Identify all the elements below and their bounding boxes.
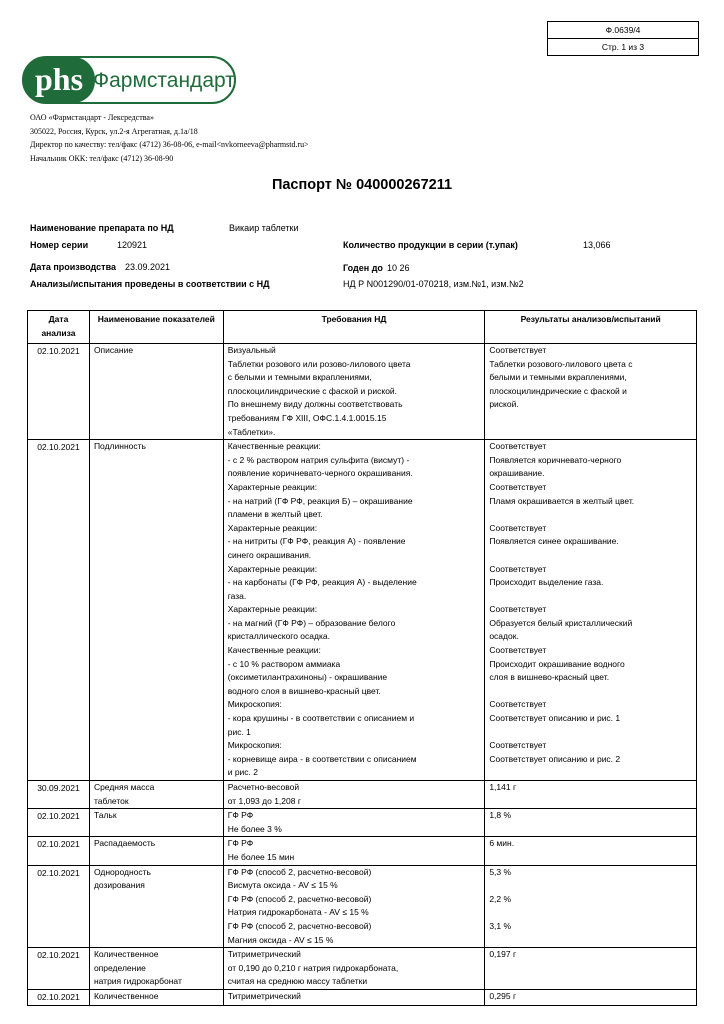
cell-line: Соответствует <box>489 699 547 710</box>
cell-line: 5,3 % <box>489 866 512 877</box>
cell-indicator <box>89 344 223 440</box>
cell-line: и рис. 2 <box>227 767 259 778</box>
cell-line: Натрия гидрокарбоната - AV ≤ 15 % <box>227 907 369 918</box>
cell-date: 02.10.2021 <box>28 948 90 990</box>
cell-line: Визуальный <box>227 345 276 355</box>
cell-line: натрия гидрокарбонат <box>93 976 182 987</box>
table-row <box>28 809 697 837</box>
quantity-label: Количество продукции в серии (т.упак) <box>343 240 518 250</box>
cell-line <box>489 766 692 780</box>
cell-date: 02.10.2021 <box>28 809 90 837</box>
cell-line <box>489 906 692 920</box>
cell-line: 0,295 г <box>489 990 517 1001</box>
cell-indicator <box>89 865 223 948</box>
cell-line: водного слоя в вишнево-красный цвет. <box>227 685 381 696</box>
cell-line: - корневище аира - в соответствии с описанием <box>227 753 417 764</box>
cell-line: 1,141 г <box>489 782 517 792</box>
cell-line: слоя в вишнево-красный цвет. <box>489 672 610 683</box>
column-header-date: Дата анализа <box>28 311 90 344</box>
cell-line: Характерные реакции: <box>227 604 318 615</box>
logo-name: Фармстандарт <box>93 69 235 92</box>
cell-line: Появляется коричневато-черного <box>489 454 622 465</box>
cell-line <box>489 426 692 440</box>
cell-line: Пламя окрашивается в желтый цвет. <box>489 495 635 506</box>
cell-results <box>485 948 697 990</box>
table-row <box>28 948 697 990</box>
cell-results <box>485 781 697 809</box>
cell-indicator <box>89 948 223 990</box>
table-body <box>28 344 697 1006</box>
cell-line: требованиям ГФ XIII, ОФС.1.4.1.0015.15 <box>227 412 387 423</box>
cell-line: Соответствует <box>489 563 547 574</box>
cell-line: пламени в желтый цвет. <box>227 509 323 520</box>
cell-requirements <box>223 948 485 990</box>
column-header-indicator: Наименование показателей <box>89 311 223 344</box>
cell-line: Соответствует <box>489 345 547 355</box>
cell-line: появление коричневато-черного окрашивания. <box>227 468 413 479</box>
cell-line: Расчетно-весовой <box>227 782 300 792</box>
cell-line: Появляется синее окрашивание. <box>489 536 619 547</box>
table-row <box>28 440 697 781</box>
cell-line: с белыми и темными вкраплениями, <box>227 372 372 383</box>
logo-mark: phs <box>34 61 84 97</box>
cell-line: окрашивание. <box>489 468 545 479</box>
cell-line: Характерные реакции: <box>227 481 318 492</box>
cell-line: - на нитриты (ГФ РФ, реакция А) - появление <box>227 536 406 547</box>
cell-line <box>489 962 692 976</box>
cell-line: Таблетки розового-лилового цвета с <box>489 358 633 369</box>
cell-line: Микроскопия: <box>227 699 282 710</box>
cell-line: рис. 1 <box>227 726 251 737</box>
cell-line: Тальк <box>93 810 117 821</box>
company-info <box>30 111 309 166</box>
cell-line <box>489 412 692 426</box>
cell-results <box>485 989 697 1005</box>
cell-line: ГФ РФ (способ 2, расчетно-весовой) <box>227 893 372 904</box>
cell-line: Образуется белый кристаллический <box>489 617 633 628</box>
cell-line: считая на среднюю массу таблетки <box>227 976 368 987</box>
cell-requirements <box>223 809 485 837</box>
cell-date: 02.10.2021 <box>28 837 90 865</box>
cell-requirements <box>223 837 485 865</box>
cell-line: - на карбонаты (ГФ РФ, реакция А) - выделение <box>227 577 417 588</box>
cell-line: Подлинность <box>93 441 146 452</box>
cell-line: Происходит выделение газа. <box>489 577 604 588</box>
cell-results <box>485 837 697 865</box>
cell-line: Висмута оксида - AV ≤ 15 % <box>227 880 338 891</box>
cell-line: Не более 15 мин <box>227 851 295 862</box>
page-indicator: Стр. 1 из 3 <box>548 38 698 55</box>
cell-line <box>489 879 692 893</box>
cell-indicator <box>89 781 223 809</box>
cell-line: По внешнему виду должны соответствовать <box>227 399 403 410</box>
cell-line: Распадаемость <box>93 838 156 849</box>
cell-line: Соответствует описанию и рис. 2 <box>489 753 621 764</box>
cell-date: 02.10.2021 <box>28 440 90 781</box>
cell-line <box>489 590 692 604</box>
cell-line <box>489 851 692 865</box>
cell-line: Соответствует <box>489 481 547 492</box>
cell-line: Магния оксида - AV ≤ 15 % <box>227 934 334 945</box>
cell-line <box>489 685 692 699</box>
cell-date: 02.10.2021 <box>28 865 90 948</box>
cell-line: ГФ РФ (способ 2, расчетно-весовой) <box>227 866 372 877</box>
series-value: 120921 <box>117 240 148 250</box>
cell-line: Не более 3 % <box>227 823 282 834</box>
valid-until-value: 10 26 <box>387 263 410 273</box>
cell-line: - с 2 % раствором натрия сульфита (висмут) - <box>227 454 410 465</box>
table-row <box>28 781 697 809</box>
cell-line: от 0,190 до 0,210 г натрия гидрокарбоната, <box>227 962 399 973</box>
cell-line: - на магний (ГФ РФ) – образование белого <box>227 617 396 628</box>
cell-line: таблеток <box>93 795 129 806</box>
cell-date: 30.09.2021 <box>28 781 90 809</box>
cell-results <box>485 865 697 948</box>
cell-line: Качественные реакции: <box>227 441 321 452</box>
cell-indicator <box>89 989 223 1005</box>
cell-line: Титриметрический <box>227 949 301 960</box>
cell-line: (оксиметилантрахиноны) - окрашивание <box>227 672 388 683</box>
cell-line: - с 10 % раствором аммиака <box>227 658 341 669</box>
cell-line: синего окрашивания. <box>227 549 312 560</box>
cell-date: 02.10.2021 <box>28 344 90 440</box>
cell-line: Средняя масса <box>93 782 155 792</box>
valid-until-label: Годен до <box>343 263 383 273</box>
cell-line: Качественные реакции: <box>227 645 321 656</box>
cell-line <box>489 823 692 837</box>
cell-line: плоскоцилиндрические с фаской и риской. <box>227 385 398 396</box>
cell-line: Соответствует описанию и рис. 1 <box>489 713 621 724</box>
form-code: Ф.0639/4 <box>605 25 641 35</box>
drug-name-label: Наименование препарата по НД <box>30 223 174 233</box>
cell-results <box>485 440 697 781</box>
production-date-value: 23.09.2021 <box>125 262 171 272</box>
cell-indicator <box>89 837 223 865</box>
cell-line: Характерные реакции: <box>227 563 318 574</box>
cell-indicator <box>89 440 223 781</box>
cell-line: плоскоцилиндрические с фаской и <box>489 385 627 396</box>
cell-line: белыми и темными вкраплениями, <box>489 372 627 383</box>
cell-indicator <box>89 809 223 837</box>
column-header-results: Результаты анализов/испытаний <box>485 311 697 344</box>
cell-line: Характерные реакции: <box>227 522 318 533</box>
tested-value: НД Р N001290/01-070218, изм.№1, изм.№2 <box>343 279 524 289</box>
table-row <box>28 837 697 865</box>
cell-requirements <box>223 865 485 948</box>
cell-line: Однородность <box>93 866 151 877</box>
cell-line <box>489 726 692 740</box>
cell-line: Микроскопия: <box>227 740 282 751</box>
cell-line: Соответствует <box>489 740 547 751</box>
cell-line: ГФ РФ <box>227 810 254 821</box>
column-header-requirements: Требования НД <box>223 311 485 344</box>
quality-director-contact: Директор по качеству: тел/факс (4712) 36-08-06, e-mail<nvkorneeva@pharmstd.ru> <box>30 140 309 150</box>
cell-line: Количественное <box>93 949 159 960</box>
cell-line: 6 мин. <box>489 838 515 849</box>
form-code-box <box>547 21 699 56</box>
cell-line: Титриметрический <box>227 990 301 1001</box>
table-row <box>28 989 697 1005</box>
cell-line <box>489 795 692 809</box>
cell-line: ГФ РФ (способ 2, расчетно-весовой) <box>227 920 372 931</box>
cell-line: 0,197 г <box>489 949 517 960</box>
series-label: Номер серии <box>30 240 89 250</box>
table-row <box>28 865 697 948</box>
cell-line: Соответствует <box>489 645 547 656</box>
cell-line: Таблетки розового или розово-лилового цвета <box>227 358 411 369</box>
cell-requirements <box>223 344 485 440</box>
cell-requirements <box>223 989 485 1005</box>
cell-line: кристаллического осадка. <box>227 631 330 642</box>
cell-results <box>485 809 697 837</box>
cell-line: - кора крушины - в соответствии с описанием и <box>227 713 415 724</box>
cell-line <box>489 934 692 948</box>
cell-line: газа. <box>227 590 247 601</box>
company-name: ОАО «Фармстандарт - Лексредства» <box>30 113 154 122</box>
cell-line: Соответствует <box>489 522 547 533</box>
drug-name-value: Викаир таблетки <box>229 223 299 233</box>
production-date-label: Дата производства <box>30 262 116 272</box>
table-header-row <box>28 311 697 344</box>
analysis-table <box>27 310 697 1006</box>
cell-line: Соответствует <box>489 604 547 615</box>
cell-line: от 1,093 до 1,208 г <box>227 795 301 806</box>
cell-line: риской. <box>489 399 519 410</box>
table-row <box>28 344 697 440</box>
cell-line: 2,2 % <box>489 893 512 904</box>
cell-line: - на натрий (ГФ РФ, реакция Б) – окрашивание <box>227 495 413 506</box>
cell-date: 02.10.2021 <box>28 989 90 1005</box>
cell-line <box>489 508 692 522</box>
cell-line: дозирования <box>93 880 145 891</box>
page-title: Паспорт № 040000267211 <box>271 177 453 193</box>
cell-line: осадок. <box>489 631 519 642</box>
cell-line <box>489 549 692 563</box>
cell-line: Количественное <box>93 990 159 1001</box>
cell-line: 3,1 % <box>489 920 512 931</box>
company-logo <box>22 56 236 104</box>
cell-requirements <box>223 440 485 781</box>
okk-head-contact: Начальник ОКК: тел/факс (4712) 36-08-90 <box>30 154 174 164</box>
cell-line: «Таблетки». <box>227 426 276 437</box>
tested-label: Анализы/испытания проведены в соответствии с НД <box>30 279 270 289</box>
cell-line <box>489 975 692 989</box>
cell-results <box>485 344 697 440</box>
quantity-value: 13,066 <box>583 240 611 250</box>
cell-line: 1,8 % <box>489 810 512 821</box>
cell-line: определение <box>93 962 146 973</box>
cell-line: ГФ РФ <box>227 838 254 849</box>
cell-line: Соответствует <box>489 441 547 452</box>
cell-requirements <box>223 781 485 809</box>
company-address: 305022, Россия, Курск, ул.2-я Агрегатная, д.1а/18 <box>30 126 198 136</box>
cell-line: Происходит окрашивание водного <box>489 658 625 669</box>
cell-line: Описание <box>93 345 134 355</box>
